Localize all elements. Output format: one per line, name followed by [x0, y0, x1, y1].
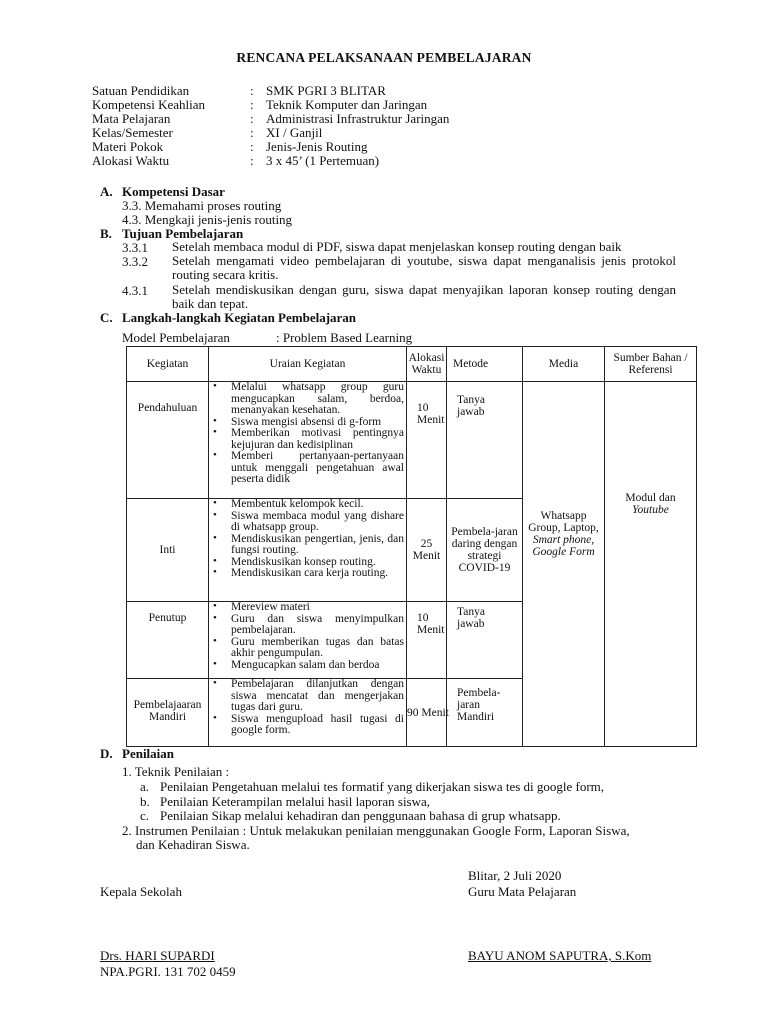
uraian-item: • Mendiskusikan cara kerja routing.: [213, 568, 404, 580]
teknik-letter: c.: [140, 808, 150, 823]
alokasi-cell: 90 Menit: [407, 679, 447, 747]
uraian-cell: [209, 679, 407, 747]
header-uraian: Uraian Kegiatan: [209, 347, 407, 382]
metode-cell: Tanya jawab: [447, 382, 523, 499]
tujuan-number: 4.3.1: [122, 283, 148, 298]
sumber-text: Modul dan: [625, 492, 676, 504]
left-signer-id: NPA.PGRI. 131 702 0459: [100, 964, 236, 979]
tujuan-text: Setelah mendiskusikan dengan guru, siswa dapat menyajikan laporan konsep routing dengan baik dan tepat.: [172, 282, 676, 311]
header-metode: Metode: [447, 347, 523, 382]
tujuan-item: [122, 254, 676, 282]
metode-cell: Tanya jawab: [447, 602, 523, 679]
kegiatan-cell: Pembelajaaran Mandiri: [127, 679, 209, 747]
teknik-item: [140, 794, 431, 809]
sumber-cell: [605, 382, 697, 747]
teknik-item: [140, 779, 605, 794]
identity-value: 3 x 45’ (1 Pertemuan): [266, 153, 380, 168]
tujuan-text: Setelah membaca modul di PDF, siswa dapat menjelaskan konsep routing dengan baik: [172, 239, 622, 254]
tujuan-number: 3.3.1: [122, 240, 148, 255]
tujuan-item: [122, 283, 676, 311]
section-letter: A.: [100, 184, 113, 199]
model-value: : Problem Based Learning: [276, 330, 413, 345]
teknik-letter: a.: [140, 779, 150, 794]
sumber-italic-text: Youtube: [632, 504, 669, 516]
right-signer-name: BAYU ANOM SAPUTRA, S.Kom: [468, 948, 652, 963]
header-sumber: Sumber Bahan / Referensi: [605, 347, 697, 382]
kegiatan-cell: Penutup: [127, 602, 209, 679]
alokasi-cell: 10 Menit: [407, 602, 447, 679]
identity-value: Teknik Komputer dan Jaringan: [266, 97, 428, 112]
identity-colon: :: [250, 153, 254, 168]
identity-colon: :: [250, 83, 254, 98]
uraian-item: • Membentuk kelompok kecil.: [213, 499, 404, 511]
alokasi-cell: 10 Menit: [407, 382, 447, 499]
identity-label: Kompetensi Keahlian: [92, 97, 205, 112]
kd-item: 3.3. Memahami proses routing: [122, 198, 282, 213]
uraian-item: • Memberikan motivasi pentingnya kejujuran dan kedisiplinan: [213, 428, 404, 451]
section-title: Langkah-langkah Kegiatan Pembelajaran: [122, 310, 357, 325]
section-title: Penilaian: [122, 746, 175, 761]
table-row: [127, 382, 697, 499]
uraian-cell: [209, 499, 407, 602]
identity-colon: :: [250, 111, 254, 126]
kegiatan-table: [126, 346, 697, 747]
identity-label: Materi Pokok: [92, 139, 164, 154]
teknik-title: 1. Teknik Penilaian :: [122, 764, 230, 779]
header-media: Media: [523, 347, 605, 382]
uraian-item: • Mereview materi: [213, 602, 404, 614]
identity-value: Administrasi Infrastruktur Jaringan: [266, 111, 450, 126]
uraian-item: • Melalui whatsapp group guru mengucapkan salam, berdoa, menanyakan kesehatan.: [213, 382, 404, 417]
header-kegiatan: Kegiatan: [127, 347, 209, 382]
uraian-item: • Mendiskusikan pengertian, jenis, dan fungsi routing.: [213, 534, 404, 557]
uraian-item: • Pembelajaran dilanjutkan dengan siswa mencatat dan mengerjakan tugas dari guru.: [213, 679, 404, 714]
identity-label: Satuan Pendidikan: [92, 83, 190, 98]
identity-colon: :: [250, 125, 254, 140]
teknik-text: Penilaian Keterampilan melalui hasil laporan siswa,: [160, 794, 431, 809]
kegiatan-cell: Pendahuluan: [127, 382, 209, 499]
uraian-item: • Guru dan siswa menyimpulkan pembelajaran.: [213, 614, 404, 637]
left-role: Kepala Sekolah: [100, 884, 182, 899]
uraian-item: • Guru memberikan tugas dan batas akhir pengumpulan.: [213, 637, 404, 660]
teknik-text: Penilaian Pengetahuan melalui tes formatif yang dikerjakan siswa tes di google form,: [160, 779, 605, 794]
media-text: Whatsapp Group, Laptop,: [528, 510, 599, 534]
uraian-item: • Mendiskusikan konsep routing.: [213, 557, 404, 569]
section-title: Tujuan Pembelajaran: [122, 226, 244, 241]
section-a-heading: [100, 184, 500, 199]
tujuan-item: [122, 240, 676, 254]
section-c-heading: [100, 310, 500, 325]
teknik-letter: b.: [140, 794, 150, 809]
uraian-item: • Memberi pertanyaan-pertanyaan untuk menggali pengetahuan awal peserta didik: [213, 451, 404, 486]
uraian-item: • Siswa membaca modul yang dishare di whatsapp group.: [213, 511, 404, 534]
metode-cell: Pembela-jaran Mandiri: [447, 679, 523, 747]
section-d-heading: [100, 746, 500, 761]
section-letter: D.: [100, 746, 113, 761]
media-cell: [523, 382, 605, 747]
uraian-cell: [209, 382, 407, 499]
identity-value: XI / Ganjil: [266, 125, 323, 140]
teknik-text: Penilaian Sikap melalui kehadiran dan penggunaan bahasa di grup whatsapp.: [160, 808, 561, 823]
left-signer-name: Drs. HARI SUPARDI: [100, 948, 215, 963]
identity-label: Alokasi Waktu: [92, 153, 170, 168]
identity-value: Jenis-Jenis Routing: [266, 139, 368, 154]
table-header-row: [127, 347, 697, 382]
instrumen-line: dan Kehadiran Siswa.: [136, 837, 250, 852]
teknik-item: [140, 808, 561, 823]
metode-cell: Pembela-jaran daring dengan strategi COVID-19: [447, 499, 523, 602]
section-letter: C.: [100, 310, 113, 325]
section-letter: B.: [100, 226, 112, 241]
media-italic-text: Smart phone, Google Form: [532, 534, 595, 558]
instrumen-line: 2. Instrumen Penilaian : Untuk melakukan penilaian menggunakan Google Form, Laporan Siswa,: [122, 823, 630, 838]
identity-colon: :: [250, 139, 254, 154]
uraian-item: • Siswa mengisi absensi di g-form: [213, 417, 404, 429]
uraian-cell: [209, 602, 407, 679]
document-title: RENCANA PELAKSANAAN PEMBELAJARAN: [236, 50, 532, 65]
kegiatan-cell: Inti: [127, 499, 209, 602]
alokasi-cell: 25 Menit: [407, 499, 447, 602]
identity-colon: :: [250, 97, 254, 112]
uraian-item: • Mengucapkan salam dan berdoa: [213, 660, 404, 672]
identity-label: Mata Pelajaran: [92, 111, 171, 126]
tujuan-text: Setelah mengamati video pembelajaran di youtube, siswa dapat menganalisis jenis protokol routing secara kritis.: [172, 253, 676, 282]
uraian-item: • Siswa mengupload hasil tugasi di google form.: [213, 714, 404, 737]
identity-label: Kelas/Semester: [92, 125, 173, 140]
tujuan-number: 3.3.2: [122, 254, 148, 269]
model-label: Model Pembelajaran: [122, 330, 230, 345]
identity-value: SMK PGRI 3 BLITAR: [266, 83, 386, 98]
section-title: Kompetensi Dasar: [122, 184, 225, 199]
place-date: Blitar, 2 Juli 2020: [468, 868, 562, 883]
right-role: Guru Mata Pelajaran: [468, 884, 577, 899]
kd-item: 4.3. Mengkaji jenis-jenis routing: [122, 212, 293, 227]
header-alokasi: Alokasi Waktu: [407, 347, 447, 382]
